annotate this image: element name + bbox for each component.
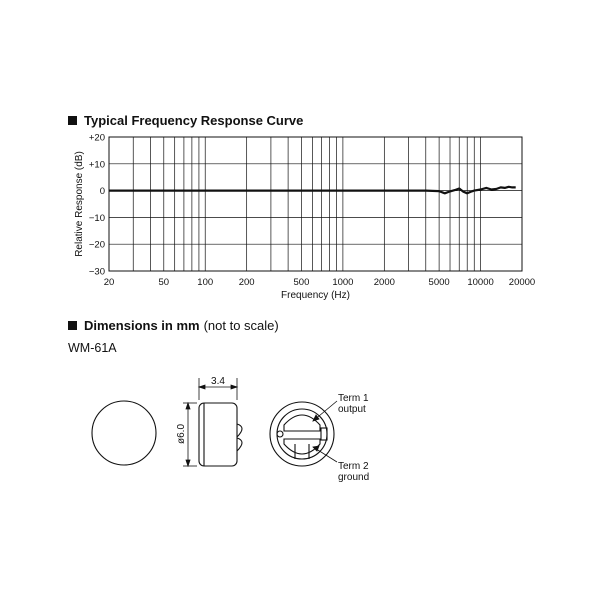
y-tick-label: −20 <box>88 239 105 251</box>
model-name: WM-61A <box>68 341 117 355</box>
dimension-drawing <box>0 360 600 520</box>
y-tick-label: 0 <box>99 186 105 198</box>
dimensions-heading <box>68 318 279 333</box>
x-tick-label: 2000 <box>373 277 395 288</box>
x-tick-label: 500 <box>293 277 310 288</box>
term1-label: Term 1 <box>338 393 369 404</box>
frequency-response-title: Typical Frequency Response Curve <box>84 113 304 128</box>
square-bullet-icon <box>68 321 77 330</box>
x-tick-label: 100 <box>197 277 214 288</box>
term2-sublabel: ground <box>338 472 370 483</box>
side-view <box>199 403 242 466</box>
y-tick-label: −30 <box>88 266 105 278</box>
length-label: 3.4 <box>211 376 225 387</box>
y-axis-label: Relative Response (dB) <box>74 151 85 257</box>
x-axis-label: Frequency (Hz) <box>281 290 350 301</box>
x-tick-label: 10000 <box>467 277 494 288</box>
dimensions-title: Dimensions in mm <box>84 318 200 333</box>
term1-sublabel: output <box>338 404 366 415</box>
x-tick-label: 20000 <box>508 277 536 288</box>
y-tick-label: +10 <box>88 159 105 171</box>
x-tick-label: 20 <box>103 277 115 288</box>
term2-label: Term 2 <box>338 461 369 472</box>
x-tick-label: 50 <box>158 277 170 288</box>
x-tick-label: 1000 <box>332 277 354 288</box>
plot-frame <box>109 137 522 271</box>
x-tick-label: 200 <box>238 277 255 288</box>
diameter-label: ø6.0 <box>176 423 187 445</box>
y-tick-label: +20 <box>88 132 105 144</box>
x-tick-label: 5000 <box>428 277 450 288</box>
y-tick-label: −10 <box>88 212 105 224</box>
front-view-circle <box>92 401 156 465</box>
dimensions-note: (not to scale) <box>203 318 279 333</box>
